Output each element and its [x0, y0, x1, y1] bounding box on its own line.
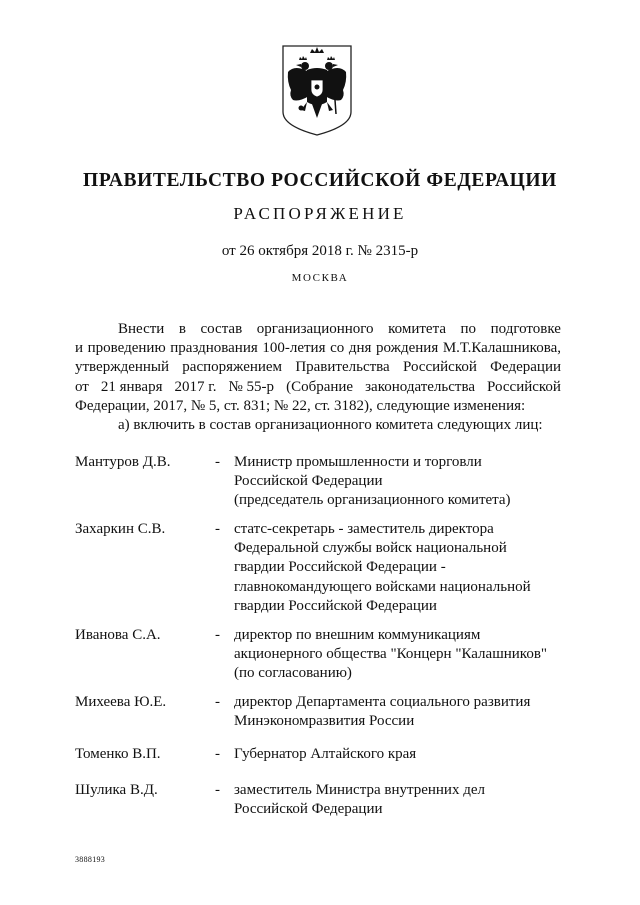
- preamble-line: от 21 января 2017 г. № 55-р (Собрание законодательства Российской: [75, 378, 561, 395]
- member-name: Михеева Ю.Е.: [75, 694, 167, 710]
- preamble-line: утвержденный распоряжением Правительства Российской Федерации: [75, 359, 561, 376]
- member-role: статс-секретарь - заместитель директора Федеральной службы войск национальной гвардии Российской Федерации - главнокомандующего войсками национальной гвардии Российской Федерации: [234, 521, 531, 614]
- member-dash: -: [215, 627, 220, 643]
- document-date-number: от 26 октября 2018 г. № 2315-р: [221, 243, 419, 259]
- preamble-paragraph: [75, 320, 561, 416]
- preamble-line: Внести в состав организационного комитета по подготовке: [118, 321, 561, 337]
- member-dash: -: [215, 746, 220, 762]
- document-code: 3888193: [75, 855, 106, 864]
- document-city: МОСКВА: [291, 272, 349, 284]
- member-name: Томенко В.П.: [75, 746, 161, 762]
- member-name: Мантуров Д.В.: [75, 454, 171, 470]
- member-name: Шулика В.Д.: [75, 782, 158, 798]
- member-dash: -: [215, 521, 220, 537]
- preamble-line: и проведению празднования 100-летия со дня рождения М.Т.Калашникова,: [75, 340, 561, 357]
- member-dash: -: [215, 782, 220, 798]
- member-name: Захаркин С.В.: [75, 521, 166, 537]
- member-role: заместитель Министра внутренних дел Российской Федерации: [234, 782, 485, 818]
- member-role: директор по внешним коммуникациям акционерного общества "Концерн "Калашников" (по согласованию): [234, 627, 548, 682]
- member-role: Губернатор Алтайского края: [234, 746, 417, 762]
- list-intro: а) включить в состав организационного комитета следующих лиц:: [118, 417, 543, 433]
- member-name: Иванова С.А.: [75, 627, 161, 643]
- government-title: ПРАВИТЕЛЬСТВО РОССИЙСКОЙ ФЕДЕРАЦИИ: [83, 170, 557, 191]
- document-type: РАСПОРЯЖЕНИЕ: [233, 204, 407, 223]
- preamble-line: Федерации, 2017, № 5, ст. 831; № 22, ст. 3182), следующие изменения:: [75, 397, 526, 414]
- member-role: Министр промышленности и торговли Российской Федерации (председатель организационного комитета): [234, 454, 511, 509]
- coat-of-arms-icon: [279, 42, 355, 138]
- member-dash: -: [215, 454, 220, 470]
- member-dash: -: [215, 694, 220, 710]
- member-role: директор Департамента социального развития Минэкономразвития России: [234, 694, 531, 730]
